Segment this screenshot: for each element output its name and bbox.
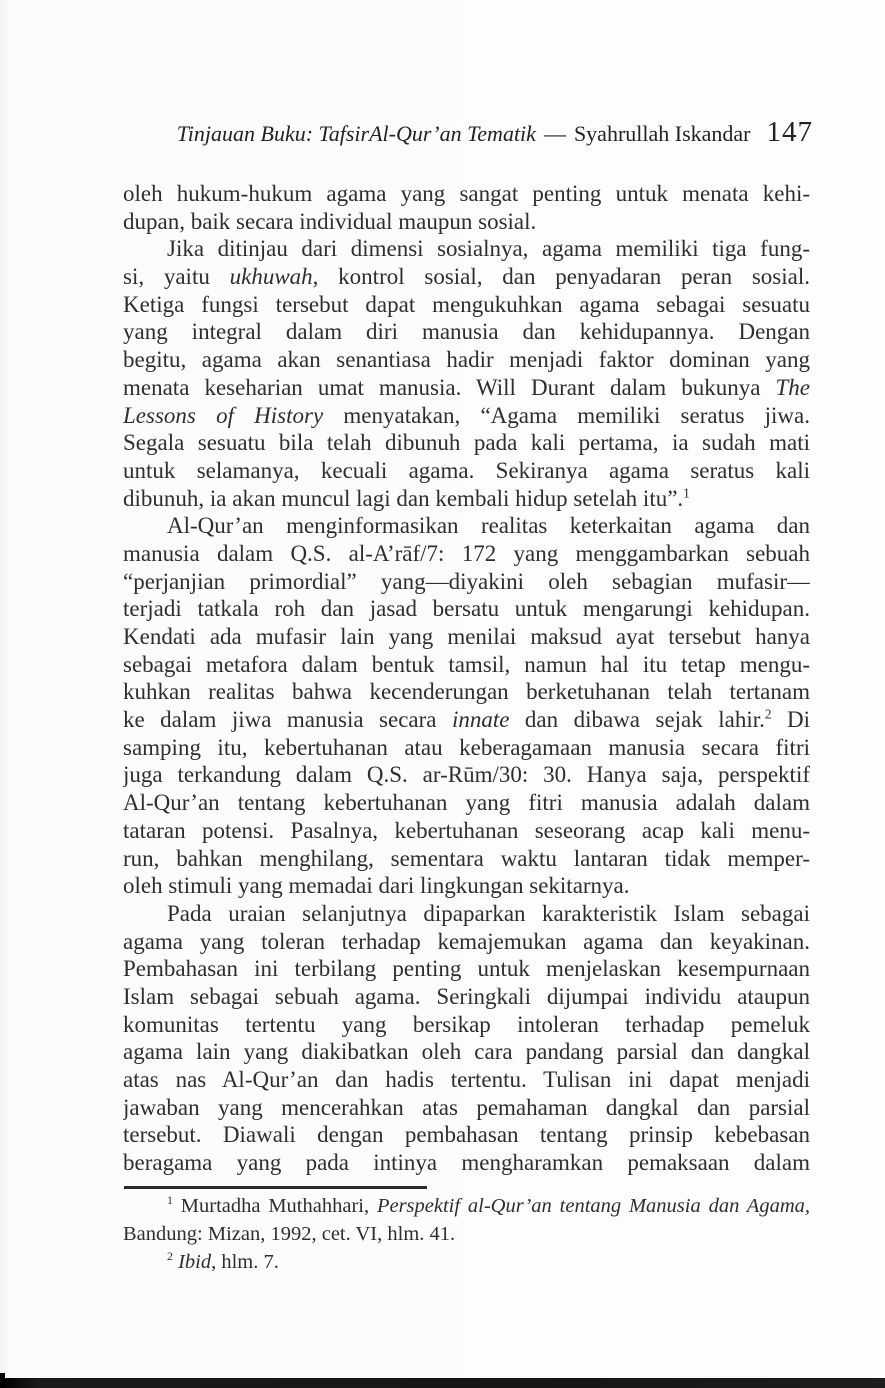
text-line: $^2$ Ibid, hlm. 7.	[167, 1249, 279, 1273]
text-line: agama lain yang diakibatkan oleh cara pandang parsial dan dangkal	[123, 1039, 810, 1065]
text-line: terjadi tatkala roh dan jasad bersatu untuk mengarungi kehidupan.	[123, 596, 810, 622]
emphasis-text: Ibid	[178, 1251, 212, 1273]
text-line: “perjanjian primordial” yang—diyakini oleh sebagian mufasir—	[123, 568, 810, 594]
emphasis-text: Perspektif al-Qur’an tentang Manusia dan Agama,	[376, 1195, 810, 1217]
text-line: atas nas Al-Qur’an dan hadis tertentu. Tulisan ini dapat menjadi	[123, 1067, 810, 1092]
text-line: agama yang toleran terhadap kemajemukan agama dan keyakinan.	[123, 928, 810, 954]
footnotes-block	[123, 1192, 810, 1276]
footnote-ref: 2	[764, 706, 772, 722]
text-line: begitu, agama akan senantiasa hadir menjadi faktor dominan yang	[123, 347, 810, 373]
text-line: dibunuh, ia akan muncul lagi dan kembali hidup setelah itu”.$^1$	[123, 484, 690, 511]
text-line: sebagai metafora dalam bentuk tamsil, namun hal itu tetap mengu-	[123, 651, 810, 677]
text-line: run, bahkan menghilang, sementara waktu lantaran tidak memper-	[123, 845, 810, 871]
text-line: si, yaitu ukhuwah, kontrol sosial, dan penyadaran peran sosial.	[123, 264, 810, 290]
text-line: yang integral dalam diri manusia dan kehidupannya. Dengan	[123, 319, 810, 345]
emphasis-text: innate	[451, 707, 510, 733]
footnote-ref: 1	[167, 1193, 173, 1208]
body-text-block	[123, 180, 810, 1177]
text-line: tersebut. Diawali dengan pembahasan tentang prinsip kebebasan	[123, 1122, 810, 1148]
text-line: tataran potensi. Pasalnya, kebertuhanan seseorang acap kali menu-	[123, 817, 810, 843]
emphasis-text: ukhuwah	[229, 264, 313, 290]
text-line: untuk selamanya, kecuali agama. Sekiranya agama seratus kali	[123, 457, 810, 483]
page-number: 147	[766, 116, 813, 148]
text-line: Pada uraian selanjutnya dipaparkan karakteristik Islam sebagai	[167, 900, 810, 926]
emphasis-text: The	[775, 374, 810, 400]
scan-artifact-bottom-bar	[0, 1378, 885, 1388]
text-line: dupan, baik secara individual maupun sosial.	[123, 208, 537, 234]
text-line: manusia dalam Q.S. al-A’rāf/7: 172 yang menggambarkan sebuah	[123, 540, 810, 566]
text-line: samping itu, kebertuhanan atau keberagamaan manusia secara fitri	[123, 734, 810, 760]
running-header-dash: —	[543, 121, 566, 146]
text-line: ke dalam jiwa manusia secara innate dan dibawa sejak lahir.$^2$ Di	[123, 706, 810, 733]
text-line: Segala sesuatu bila telah dibunuh pada kali pertama, ia sudah mati	[123, 430, 810, 456]
text-line: beragama yang pada intinya mengharamkan pemaksaan dalam	[123, 1150, 810, 1176]
text-line: Al-Qur’an tentang kebertuhanan yang fitri manusia adalah dalam	[123, 790, 810, 816]
text-line: komunitas tertentu yang bersikap intoleran terhadap pemeluk	[123, 1011, 810, 1037]
text-line: oleh hukum-hukum agama yang sangat penting untuk menata kehi-	[123, 181, 810, 206]
running-header-title: Tinjauan Buku: TafsirAl-Qur’an Tematik	[176, 121, 536, 146]
text-line: Jika ditinjau dari dimensi sosialnya, agama memiliki tiga fung-	[167, 236, 810, 262]
running-header	[123, 116, 813, 149]
text-line: Ketiga fungsi tersebut dapat mengukuhkan agama sebagai sesuatu	[123, 291, 810, 317]
footnote-ref: 2	[167, 1249, 173, 1264]
running-header-author: Syahrullah Iskandar	[573, 121, 751, 146]
text-line: Lessons of History menyatakan, “Agama memiliki seratus jiwa.	[123, 402, 810, 428]
footnote-separator-rule	[124, 1186, 427, 1189]
text-line: jawaban yang mencerahkan atas pemahaman dangkal dan parsial	[123, 1094, 810, 1120]
text-line: juga terkandung dalam Q.S. ar-Rūm/30: 30. Hanya saja, perspektif	[123, 762, 810, 788]
emphasis-text: Lessons of History	[123, 402, 324, 428]
text-line: Kendati ada mufasir lain yang menilai maksud ayat tersebut hanya	[123, 624, 810, 649]
text-line: Pembahasan ini terbilang penting untuk menjelaskan kesempurnaan	[123, 956, 810, 982]
text-line: $^1$ Murtadha Muthahhari, Perspektif al-Qur’an tentang Manusia dan Agama,	[167, 1193, 810, 1217]
text-line: Al-Qur’an menginformasikan realitas keterkaitan agama dan	[167, 513, 810, 539]
text-line: oleh stimuli yang memadai dari lingkungan sekitarnya.	[123, 873, 630, 899]
text-line: Islam sebagai sebuah agama. Seringkali dijumpai individu ataupun	[123, 983, 810, 1009]
text-line: Bandung: Mizan, 1992, cet. VI, hlm. 41.	[123, 1223, 456, 1245]
text-line: kuhkan realitas bahwa kecenderungan berketuhanan telah tertanam	[123, 679, 810, 705]
text-line: menata keseharian umat manusia. Will Durant dalam bukunya The	[123, 374, 810, 400]
footnote-ref: 1	[683, 484, 690, 500]
